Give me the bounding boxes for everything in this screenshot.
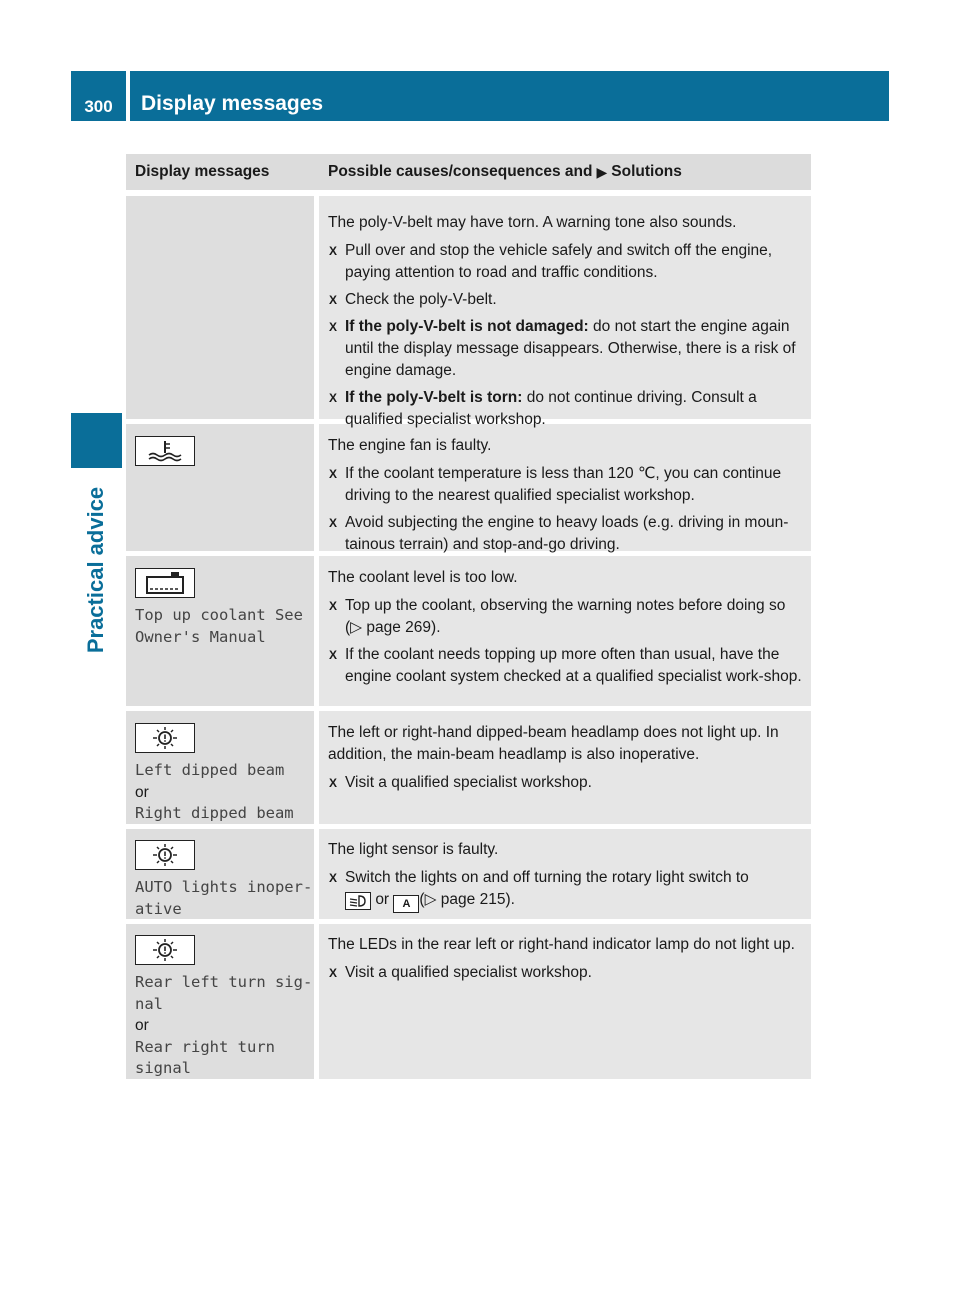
message-cell (126, 424, 314, 551)
coolant-level-icon (135, 568, 195, 598)
display-message-text: signal (135, 1059, 191, 1077)
display-message-text: Right dipped beam (135, 804, 294, 822)
step-marker-icon: X (329, 320, 338, 334)
table-header-row (126, 154, 811, 190)
dipped-beam-icon (345, 892, 371, 910)
side-tab-marker (71, 413, 122, 468)
solution-cell (319, 711, 811, 824)
or-text: or (375, 891, 390, 908)
column-header-causes-solutions (314, 154, 806, 190)
cause-text: The engine fan is faulty. (328, 437, 492, 454)
display-message-text: Owner's Manual (135, 627, 266, 646)
cause-text: The LEDs in the rear left or right-hand indicator lamp do not light up. (328, 936, 795, 953)
step-text: If the coolant temperature is less than 120 ℃, you can continue driving to the nearest qualified specialist workshop. (345, 465, 782, 504)
solution-cell (319, 924, 811, 1079)
solution-cell (319, 556, 811, 706)
display-message-text: Rear right turn (135, 1037, 275, 1056)
step-marker-icon: X (329, 244, 338, 258)
display-message-text: Top up coolant See (135, 606, 303, 624)
bulb-fault-icon (135, 840, 195, 870)
table-row (126, 556, 811, 706)
header-divider (126, 71, 130, 121)
or-text: or (135, 783, 149, 801)
solution-step (328, 595, 802, 639)
solution-cell (319, 829, 811, 919)
step-marker-icon: X (329, 293, 338, 307)
step-condition: If the poly-V-belt is torn: (345, 389, 523, 406)
auto-light-icon: A (393, 895, 419, 913)
solution-arrow-icon: ▶ (596, 163, 608, 180)
step-text: (▷ page 215). (419, 891, 515, 908)
message-cell (126, 196, 314, 419)
step-text: Pull over and stop the vehicle safely and switch off the engine, paying attention to road and traffic conditions. (345, 242, 773, 281)
step-text: Visit a qualified specialist workshop. (345, 774, 592, 791)
step-marker-icon: X (329, 871, 338, 885)
table-row (126, 196, 811, 428)
message-cell (126, 556, 314, 706)
step-text: do not start the engine again until the display message disappears. Otherwise, there is a risk of engine damage. (345, 318, 796, 379)
column-header-causes-text: Possible causes/consequences and (328, 163, 593, 180)
display-message-text: Rear left turn sig- (135, 973, 313, 991)
page-number: 300 (84, 97, 113, 116)
coolant-temperature-glyph (145, 440, 185, 462)
step-text: Visit a qualified specialist workshop. (345, 964, 592, 981)
step-marker-icon: X (329, 391, 338, 405)
column-header-display-messages: Display messages (135, 163, 270, 180)
dipped-beam-glyph (349, 895, 367, 907)
cause-text: The light sensor is faulty. (328, 841, 499, 858)
solution-step (328, 240, 802, 284)
message-cell (126, 829, 314, 919)
step-text: Avoid subjecting the engine to heavy loads (e.g. driving in moun-tainous terrain) and stop-and-go driving. (345, 514, 789, 553)
bulb-fault-glyph (150, 726, 180, 750)
step-marker-icon: X (329, 966, 338, 980)
step-marker-icon: X (329, 648, 338, 662)
message-cell (126, 924, 314, 1079)
display-messages-table (126, 154, 811, 1084)
solution-step (328, 289, 802, 311)
step-text: If the coolant needs topping up more often than usual, have the engine coolant system checked at a qualified specialist work-shop. (345, 646, 802, 685)
display-message-text: AUTO lights inoper- (135, 878, 313, 896)
bulb-fault-glyph (150, 843, 180, 867)
cause-text: The coolant level is too low. (328, 569, 518, 586)
step-marker-icon: X (329, 516, 338, 530)
solution-step (328, 512, 802, 556)
solution-step (328, 463, 802, 507)
cause-text: The left or right-hand dipped-beam headlamp does not light up. In addition, the main-beam headlamp is also inoperative. (328, 724, 779, 763)
side-tab-label (71, 470, 122, 670)
bulb-fault-icon (135, 723, 195, 753)
solution-step (328, 867, 802, 913)
cause-text: The poly-V-belt may have torn. A warning tone also sounds. (328, 214, 737, 231)
coolant-level-glyph (143, 571, 187, 595)
display-message-text: ative (135, 899, 182, 918)
bulb-fault-icon (135, 935, 195, 965)
step-condition: If the poly-V-belt is not damaged: (345, 318, 589, 335)
column-header-solutions-text: Solutions (611, 163, 682, 180)
solution-step (328, 772, 802, 794)
coolant-temperature-icon (135, 436, 195, 466)
solution-cell (319, 424, 811, 551)
display-message-text: nal (135, 994, 163, 1013)
table-row (126, 829, 811, 919)
solution-step (328, 644, 802, 688)
step-text: Switch the lights on and off turning the rotary light switch to (345, 869, 749, 886)
page-title: Display messages (141, 92, 324, 115)
table-row (126, 924, 811, 1079)
step-marker-icon: X (329, 776, 338, 790)
bulb-fault-glyph (150, 938, 180, 962)
table-row (126, 424, 811, 551)
table-row (126, 711, 811, 824)
step-text: Check the poly-V-belt. (345, 291, 497, 308)
step-marker-icon: X (329, 599, 338, 613)
step-text: do not continue driving. Consult a qualified specialist workshop. (345, 389, 757, 428)
or-text: or (135, 1017, 149, 1034)
side-tab-text: Practical advice (83, 486, 109, 654)
step-text: Top up the coolant, observing the warning notes before doing so (▷ page 269). (345, 597, 786, 636)
solution-step (328, 962, 802, 984)
solution-cell (319, 196, 811, 428)
display-message-text: Left dipped beam (135, 761, 285, 779)
message-cell (126, 711, 314, 824)
solution-step (328, 387, 802, 431)
solution-step (328, 316, 802, 382)
step-marker-icon: X (329, 467, 338, 481)
